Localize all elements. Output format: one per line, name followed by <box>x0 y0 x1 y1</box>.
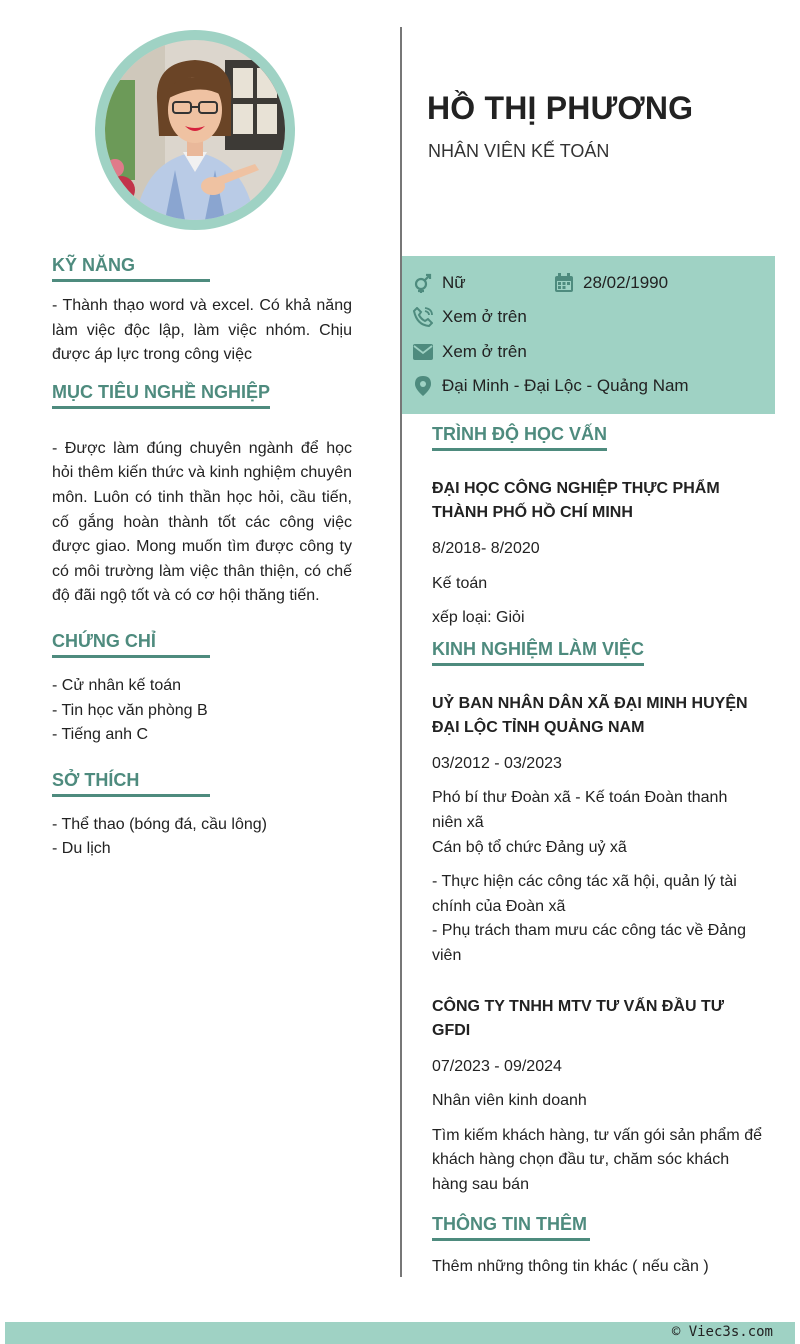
objective-body: - Được làm đúng chuyên ngành để học hỏi thêm kiến thức và kinh nghiệm chuyên môn. Luôn có tinh thần học hỏi, cầu tiến, cố gắng hoàn thành tốt các công việc được giao. Mong muốn tìm được công ty có môi trường làm việc thân thiện, có chế độ đãi ngộ tốt và có cơ hội thăng tiến. <box>52 439 352 605</box>
phone-icon <box>412 306 434 328</box>
job-position <box>432 786 762 860</box>
job-desc-line: - Phụ trách tham mưu các công tác về Đảng viên <box>432 922 746 964</box>
job-desc-line: - Thực hiện các công tác xã hội, quản lý tài chính của Đoàn xã <box>432 873 737 915</box>
job-entry <box>432 995 762 1198</box>
job-description <box>432 870 762 968</box>
skills-title: KỸ NĂNG <box>52 255 210 282</box>
skills-body: - Thành thạo word và excel. Có khả năng làm việc độc lập, làm việc nhóm. Chịu được áp lực trong công việc <box>52 297 352 364</box>
job-period: 07/2023 - 09/2024 <box>432 1057 562 1075</box>
objective-title: MỤC TIÊU NGHỀ NGHIỆP <box>52 382 270 409</box>
education-grade: xếp loại: Giỏi <box>432 609 525 627</box>
contact-address <box>412 375 689 397</box>
certificates-section <box>52 631 352 748</box>
job-period: 03/2012 - 03/2023 <box>432 754 562 772</box>
contact-email <box>412 341 527 363</box>
job-position-line: Nhân viên kinh doanh <box>432 1092 587 1110</box>
map-pin-icon <box>412 375 434 397</box>
education-major: Kế toán <box>432 574 488 592</box>
calendar-icon <box>553 272 575 294</box>
footer-copyright: © Viec3s.com <box>671 1324 773 1340</box>
list-item: - Tin học văn phòng B <box>52 701 208 719</box>
skills-section <box>52 255 352 368</box>
education-period: 8/2018- 8/2020 <box>432 540 540 557</box>
job-position-line: Cán bộ tổ chức Đảng uỷ xã <box>432 838 627 856</box>
contact-gender <box>412 272 466 294</box>
certificates-title: CHỨNG CHỈ <box>52 631 210 658</box>
additional-body: Thêm những thông tin khác ( nếu cần ) <box>432 1257 709 1275</box>
job-org: CÔNG TY TNHH MTV TƯ VẤN ĐẦU TƯ GFDI <box>432 997 725 1039</box>
experience-title: KINH NGHIỆM LÀM VIỆC <box>432 639 644 666</box>
job-description <box>432 1124 762 1198</box>
hobbies-list <box>52 813 352 862</box>
email-value: Xem ở trên <box>442 342 527 361</box>
right-column <box>432 424 762 1279</box>
list-item: - Du lịch <box>52 840 111 858</box>
additional-title: THÔNG TIN THÊM <box>432 1214 590 1241</box>
gender-icon <box>412 272 434 294</box>
envelope-icon <box>412 341 434 363</box>
left-column <box>52 255 352 876</box>
school-name: ĐẠI HỌC CÔNG NGHIỆP THỰC PHẨM THÀNH PHỐ HỒ CHÍ MINH <box>432 480 720 521</box>
address-value: Đại Minh - Đại Lộc - Quảng Nam <box>442 376 689 395</box>
list-item: - Cử nhân kế toán <box>52 676 182 694</box>
objective-section <box>52 382 352 609</box>
certificates-list <box>52 674 352 748</box>
job-position-line: Phó bí thư Đoàn xã - Kế toán Đoàn thanh niên xã <box>432 789 728 831</box>
experience-section <box>432 639 762 1198</box>
list-item: - Thể thao (bóng đá, cầu lông) <box>52 815 267 833</box>
footer-bar <box>5 1322 795 1344</box>
education-section <box>432 424 762 631</box>
dob-value: 28/02/1990 <box>583 273 669 292</box>
phone-value: Xem ở trên <box>442 307 527 326</box>
list-item: - Tiếng anh C <box>52 726 149 744</box>
candidate-title: NHÂN VIÊN KẾ TOÁN <box>428 141 610 161</box>
column-divider <box>400 27 402 1277</box>
job-position <box>432 1089 762 1114</box>
job-desc-line: Tìm kiếm khách hàng, tư vấn gói sản phẩm để khách hàng chọn đầu tư, chăm sóc khách hàng sau bán <box>432 1126 762 1193</box>
avatar <box>105 40 285 220</box>
avatar-photo <box>105 40 285 220</box>
avatar-frame <box>95 30 295 230</box>
hobbies-section <box>52 770 352 862</box>
education-title: TRÌNH ĐỘ HỌC VẤN <box>432 424 607 451</box>
job-org: UỶ BAN NHÂN DÂN XÃ ĐẠI MINH HUYỆN ĐẠI LỘC TỈNH QUẢNG NAM <box>432 694 748 736</box>
hobbies-title: SỞ THÍCH <box>52 770 210 797</box>
contact-dob <box>553 272 668 294</box>
job-entry <box>432 692 762 969</box>
gender-value: Nữ <box>442 273 466 292</box>
candidate-name: HỒ THỊ PHƯƠNG <box>427 90 694 126</box>
additional-section <box>432 1214 762 1280</box>
contact-phone <box>412 306 527 328</box>
contact-box <box>402 256 775 414</box>
